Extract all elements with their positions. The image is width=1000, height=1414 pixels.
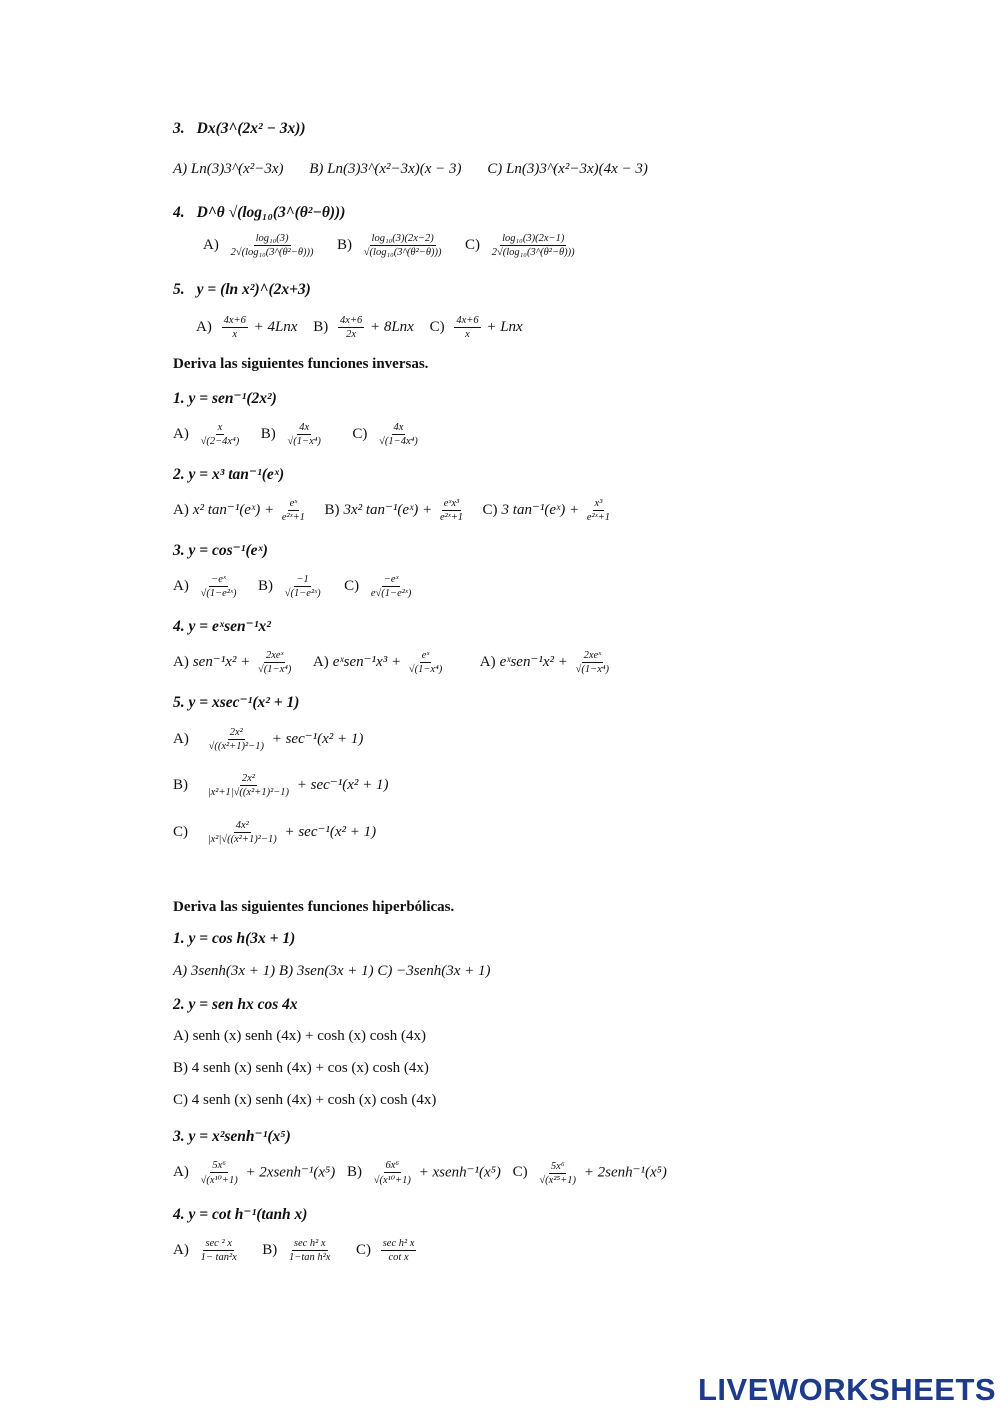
section-heading-hiperbolicas: Deriva las siguientes funciones hiperbólicas. [173,899,455,915]
question-4: 4. D^θ √(log₁₀(3^(θ²−θ))) [173,204,346,221]
hiperbolicas-question-2: 2. y = sen hx cos 4x [173,996,298,1013]
fraction: $\frac{\text{log₁₀(3)(2x−1)}}{\text{2√(log₁₀(3\textasciicircum{}(θ²−θ)))}}$ [491,233,575,258]
hiperbolicas-question-1: 1. y = cos h(3x + 1) [173,930,296,947]
fraction: $\frac{\text{log₁₀(3)}}{\text{2√(log₁₀(3\textasciicircum{}(θ²−θ)))}}$ [230,233,314,258]
logo-text: LIVEWORKSHEETS [698,1372,997,1407]
inversas-question-5: 5. y = xsec⁻¹(x² + 1) [173,694,300,711]
inversas-question-4: 4. y = eˣsen⁻¹x² [173,618,271,635]
hiperbolicas-question-2-option-a: A) senh (x) senh (4x) + cosh (x) cosh (4x) [173,1028,426,1044]
question-3: 3. Dx(3^(2x² − 3x)) [173,120,306,137]
inversas-question-4-options: A) sen⁻¹x² + $\frac{\text{2xeˣ}}{\text{√(1−x⁴)}}$ A) eˣsen⁻¹x³ + $\frac{\text{eˣ}}{\text{√(1−x⁴)}}$ A) eˣsen⁻¹x² + $\frac{\text{2xeˣ}}{\text{√(1−x⁴)}}$ [173,650,610,675]
question-5-options: A) $\frac{4x+6}{x}$ + 4Lnx B) $\frac{4x+6}{2x}$ + 8Lnx C) $\frac{4x+6}{x}$ + Lnx [196,315,523,340]
hiperbolicas-question-1-options: A) 3senh(3x + 1) B) 3sen(3x + 1) C) −3senh(3x + 1) [173,963,491,979]
question-5: 5. y = (ln x²)^(2x+3) [173,281,311,298]
option-b: B) Ln(3)3^(x²−3x)(x − 3) [309,161,462,177]
liveworksheets-mark-icon [690,1378,692,1402]
fraction: $\frac{\text{log₁₀(3)(2x−2)}}{\text{√(log₁₀(3\textasciicircum{}(θ²−θ)))}}$ [363,233,442,258]
section-heading-inversas: Deriva las siguientes funciones inversas. [173,356,429,372]
liveworksheets-logo [690,1372,997,1407]
inversas-question-3-options: A) $\frac{\text{−eˣ}}{\text{√(1−e²ˣ)}}$ B) $\frac{-1}{\text{√(1−e²ˣ)}}$ C) $\frac{\text{−eˣ}}{\text{e√(1−e²ˣ)}}$ [173,574,412,599]
inversas-question-1-options: A) $\frac{x}{\text{√(2−4x⁴)}}$ B) $\frac{4x}{\text{√(1−x⁴)}}$ C) $\frac{4x}{\text{√(1−4x⁴)}}$ [173,422,418,447]
fraction: $\frac{4x+6}{x}$ [223,315,246,340]
option-c: C) Ln(3)3^(x²−3x)(4x − 3) [487,161,648,177]
hiperbolicas-question-4-options: A) $\frac{\text{sec ² x}}{\text{1− tan²x}}$ B) $\frac{\text{sec h² x}}{\text{1−tan h²x}}$ C) $\frac{\text{sec h² x}}{\text{cot x}}$ [173,1238,415,1263]
question-4-options: A) $\frac{\text{log₁₀(3)}}{\text{2√(log₁₀(3\textasciicircum{}(θ²−θ)))}}$ B) $\frac{\text{log₁₀(3)(2x−2)}}{\text{√(log₁₀(3\textasciicircum{}(θ²−θ)))}}$ C) $\frac{\text{log₁₀(3)(2x−1)}}{\text{2√(log₁₀(3\textasciicircum{}(θ²−θ)))}}$ [203,233,575,258]
inversas-question-1: 1. y = sen⁻¹(2x²) [173,390,277,407]
inversas-question-5-option-c: C) $\frac{\text{4x²}}{\text{|x²|√((x²+1)²−1)}}$ + sec⁻¹(x² + 1) [173,820,377,845]
inversas-question-5-option-a: A) $\frac{\text{2x²}}{\text{√((x²+1)²−1)}}$ + sec⁻¹(x² + 1) [173,727,364,752]
hiperbolicas-question-2-option-b: B) 4 senh (x) senh (4x) + cos (x) cosh (4x) [173,1060,429,1076]
hiperbolicas-question-3: 3. y = x²senh⁻¹(x⁵) [173,1128,291,1145]
inversas-question-5-option-b: B) $\frac{\text{2x²}}{\text{|x²+1|√((x²+1)²−1)}}$ + sec⁻¹(x² + 1) [173,773,389,798]
inversas-question-2: 2. y = x³ tan⁻¹(eˣ) [173,466,285,483]
inversas-question-3: 3. y = cos⁻¹(eˣ) [173,542,268,559]
inversas-question-2-options: A) x² tan⁻¹(eˣ) + $\frac{\text{eˣ}}{\text{e²ˣ+1}}$ B) 3x² tan⁻¹(eˣ) + $\frac{\text{eˣx³}}{\text{e²ˣ+1}}$ C) 3 tan⁻¹(eˣ) + $\frac{\text{x³}}{\text{e²ˣ+1}}$ [173,498,610,523]
hiperbolicas-question-3-options: A) $\frac{\text{5x⁶}}{\text{√(x¹⁰+1)}}$ + 2xsenh⁻¹(x⁵) B) $\frac{\text{6x⁶}}{\text{√(x¹⁰+1)}}$ + xsenh⁻¹(x⁵) C) $\frac{\text{5x⁶}}{\text{√(x²⁵+1)}}$ + 2senh⁻¹(x⁵) [173,1160,667,1186]
hiperbolicas-question-4: 4. y = cot h⁻¹(tanh x) [173,1206,308,1223]
fraction: $\frac{4x+6}{x}$ [456,315,479,340]
question-3-options [173,161,648,178]
hiperbolicas-question-2-option-c: C) 4 senh (x) senh (4x) + cosh (x) cosh (4x) [173,1092,437,1108]
option-a: A) Ln(3)3^(x²−3x) [173,161,284,177]
fraction: $\frac{4x+6}{2x}$ [339,315,363,340]
